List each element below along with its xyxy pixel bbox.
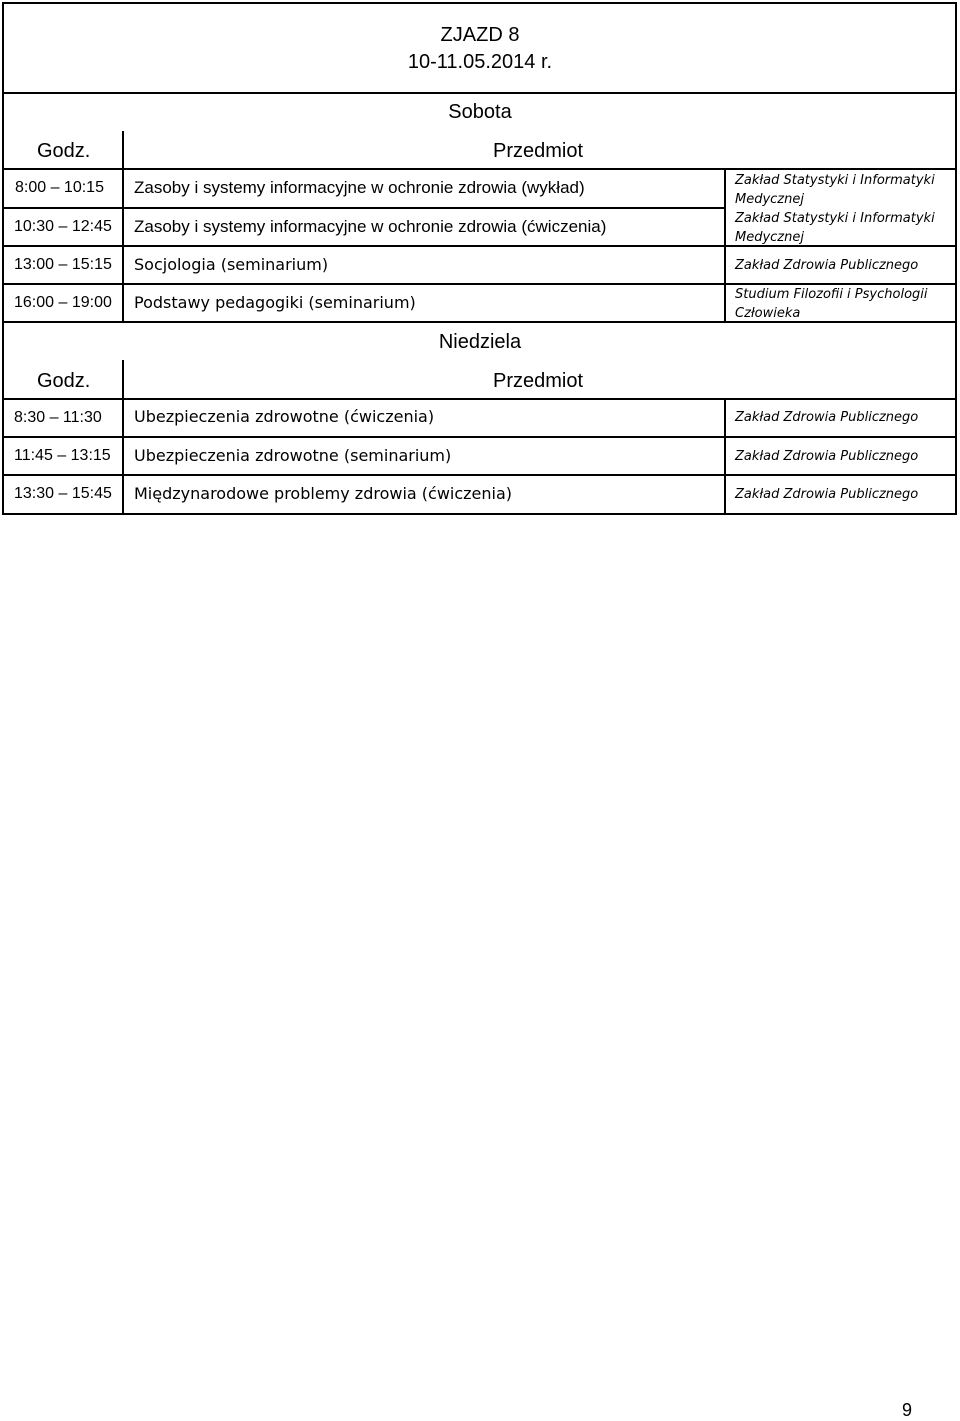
row-department: Zakład Zdrowia Publicznego	[735, 410, 919, 425]
column-divider	[122, 131, 124, 323]
column-divider	[724, 398, 726, 515]
document-dates: 10-11.05.2014 r.	[407, 51, 553, 73]
row-time: 13:00 – 15:15	[14, 256, 112, 273]
day-heading-saturday: Sobota	[448, 101, 512, 123]
table-rule	[2, 474, 957, 476]
row-subject: Socjologia (seminarium)	[134, 255, 329, 274]
table-rule	[2, 168, 957, 170]
row-subject: Międzynarodowe problemy zdrowia (ćwiczenia)	[134, 484, 513, 503]
table-border-right	[955, 2, 957, 515]
row-subject: Zasoby i systemy informacyjne w ochronie zdrowia (ćwiczenia)	[134, 217, 607, 236]
table-rule	[2, 92, 957, 94]
column-divider	[122, 360, 124, 515]
row-time: 11:45 – 13:15	[14, 447, 111, 464]
row-department: Zakład Statystyki i Informatyki Medycznej	[735, 173, 935, 207]
table-border-top	[2, 2, 957, 4]
row-time: 8:00 – 10:15	[15, 179, 104, 196]
column-header-subject: Przedmiot	[493, 140, 584, 162]
row-subject: Zasoby i systemy informacyjne w ochronie zdrowia (wykład)	[134, 178, 585, 197]
table-border-bottom	[2, 513, 957, 515]
row-department: Zakład Zdrowia Publicznego	[735, 487, 919, 502]
day-heading-sunday: Niedziela	[438, 331, 522, 353]
row-time: 13:30 – 15:45	[14, 485, 112, 502]
row-time: 10:30 – 12:45	[14, 218, 112, 235]
column-divider	[724, 168, 726, 323]
column-header-subject: Przedmiot	[493, 370, 584, 392]
table-rule	[2, 207, 725, 209]
row-time: 16:00 – 19:00	[14, 294, 112, 311]
table-border-left	[2, 2, 4, 515]
column-header-time: Godz.	[37, 370, 91, 392]
row-time: 8:30 – 11:30	[14, 409, 102, 426]
table-rule	[2, 398, 957, 400]
row-department: Zakład Zdrowia Publicznego	[735, 449, 919, 464]
row-department: Studium Filozofii i Psychologii Człowieka	[735, 287, 928, 321]
document-title: ZJAZD 8	[440, 24, 520, 46]
page-number: 9	[902, 1400, 913, 1420]
row-department: Zakład Zdrowia Publicznego	[735, 258, 919, 273]
row-department: Zakład Statystyki i Informatyki Medycznej	[735, 211, 935, 245]
schedule-table	[0, 0, 960, 520]
row-subject: Ubezpieczenia zdrowotne (seminarium)	[134, 446, 452, 465]
table-rule	[2, 436, 957, 438]
row-subject: Ubezpieczenia zdrowotne (ćwiczenia)	[134, 407, 435, 426]
column-header-time: Godz.	[37, 140, 91, 162]
row-subject: Podstawy pedagogiki (seminarium)	[134, 293, 416, 312]
